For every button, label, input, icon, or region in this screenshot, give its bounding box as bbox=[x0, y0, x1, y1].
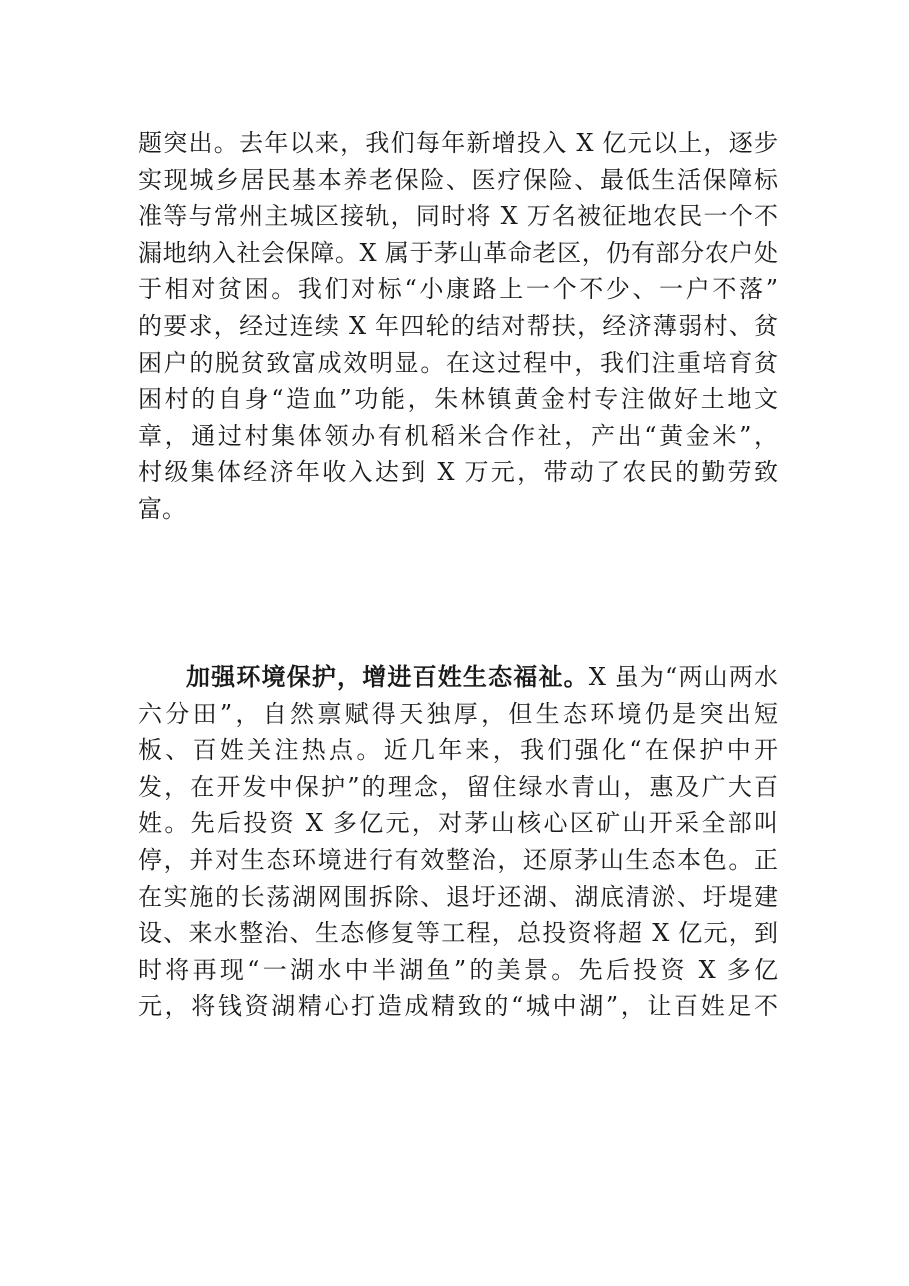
paragraph-line: 村级集体经济年收入达到 X 万元，带动了农民的勤劳致 bbox=[138, 458, 778, 487]
paragraph-line: 于相对贫困。我们对标“小康路上一个不少、一户不落” bbox=[138, 275, 778, 304]
paragraph-first-line bbox=[138, 659, 778, 696]
paragraph-line: 元，将钱资湖精心打造成精致的“城中湖”，让百姓足不 bbox=[138, 992, 778, 1021]
paragraph-first-line-text: X 虽为“两山两水 bbox=[588, 663, 778, 691]
paragraph-line: 漏地纳入社会保障。X 属于茅山革命老区，仍有部分农户处 bbox=[138, 238, 778, 267]
paragraph-line: 富。 bbox=[138, 494, 186, 523]
paragraph-line: 在实施的长荡湖网围拆除、退圩还湖、湖底清淤、圩堤建 bbox=[138, 882, 778, 911]
paragraph-line: 章，通过村集体领办有机稻米合作社，产出“黄金米”， bbox=[138, 421, 778, 450]
paragraph-line: 发，在开发中保护”的理念，留住绿水青山，惠及广大百 bbox=[138, 772, 778, 801]
paragraph-line: 准等与常州主城区接轨，同时将 X 万名被征地农民一个不 bbox=[138, 202, 778, 231]
paragraph-line: 设、来水整治、生态修复等工程，总投资将超 X 亿元，到 bbox=[138, 919, 778, 948]
paragraph-line: 板、百姓关注热点。近几年来，我们强化“在保护中开 bbox=[138, 736, 778, 765]
paragraph-line: 困户的脱贫致富成效明显。在这过程中，我们注重培育贫 bbox=[138, 348, 778, 377]
paragraph-heading: 加强环境保护，增进百姓生态福祉。 bbox=[186, 662, 589, 691]
paragraph-line: 实现城乡居民基本养老保险、医疗保险、最低生活保障标 bbox=[138, 165, 778, 194]
paragraph-line: 的要求，经过连续 X 年四轮的结对帮扶，经济薄弱村、贫 bbox=[138, 311, 778, 340]
paragraph-line: 困村的自身“造血”功能，朱林镇黄金村专注做好土地文 bbox=[138, 385, 778, 414]
paragraph-social-security bbox=[138, 125, 778, 528]
paragraph-environment bbox=[138, 659, 778, 1025]
paragraph-line: 六分田”，自然禀赋得天独厚，但生态环境仍是突出短 bbox=[138, 699, 778, 728]
paragraph-line: 题突出。去年以来，我们每年新增投入 X 亿元以上，逐步 bbox=[138, 129, 778, 157]
paragraph-line: 姓。先后投资 X 多亿元，对茅山核心区矿山开采全部叫 bbox=[138, 809, 778, 838]
paragraph-line: 停，并对生态环境进行有效整治，还原茅山生态本色。正 bbox=[138, 845, 778, 874]
paragraph-line: 时将再现“一湖水中半湖鱼”的美景。先后投资 X 多亿 bbox=[138, 955, 778, 984]
